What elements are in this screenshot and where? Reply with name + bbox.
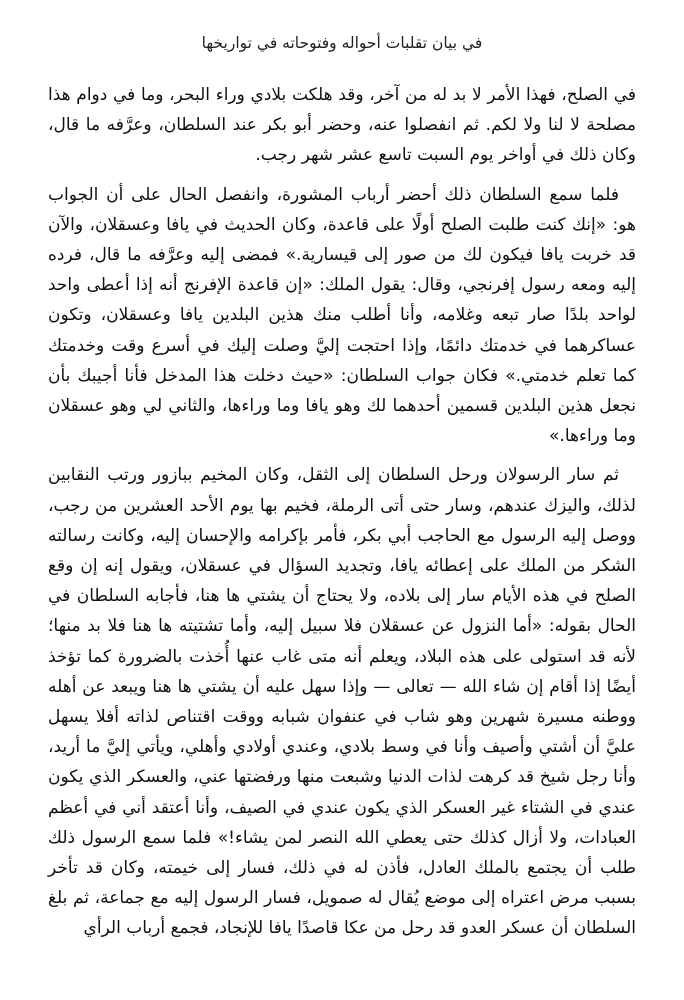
- paragraph: فلما سمع السلطان ذلك أحضر أرباب المشورة، وانفصل الحال على أن الجواب هو: «إنك كنت طلبت الصلح أولًا على قاعدة، وكان الحديث في يافا وعسقلان، والآن قد خربت يافا فيكون لك من صور إلى قيسارية.» فمضى إليه وعرَّفه ما قال، فرده إليه ومعه رسول إفرنجي، وقال: يقول الملك: «إن قاعدة الإفرنج أنه إذا أعطى واحد لواحد بلدًا صار تبعه وغلامه، وأنا أطلب منك هذين البلدين يافا وعسقلان، وتكون عساكرهما في خدمتك دائمًا، وإذا احتجت إليَّ وصلت إليك في أسرع وقت وخدمتك كما تعلم خدمتي.» فكان جواب السلطان: «حيث دخلت هذا المدخل فأنا أجيبك بأن نجعل هذين البلدين قسمين أحدهما لك وهو يافا وما وراءها، والثاني لي وهو عسقلان وما وراءها.»: [48, 184, 636, 447]
- running-header: في بيان تقلبات أحواله وفتوحاته في تواريخها: [201, 34, 483, 52]
- paragraph: في الصلح، فهذا الأمر لا بد له من آخر، وقد هلكت بلادي وراء البحر، وما في دوام هذا مصلحة لا لنا ولا لكم. ثم انفصلوا عنه، وحضر أبو بكر عند السلطان، وعرَّفه ما قال، وكان ذلك في أواخر يوم السبت تاسع عشر شهر رجب.: [48, 85, 636, 166]
- body-text: [48, 80, 636, 944]
- paragraph: ثم سار الرسولان ورحل السلطان إلى الثقل، وكان المخيم ببازور ورتب النقابين لذلك، واليزك عندهم، وسار حتى أتى الرملة، فخيم بها يوم الأحد العشرين من رجب، ووصل إليه الرسول مع الحاجب أبي بكر، فأمر بإكرامه والإحسان إليه، وكانت رسالته الشكر من الملك على إعطائه يافا، وتجديد السؤال في عسقلان، ويقول إنه إن وقع الصلح في هذه الأيام سار إلى بلاده، ولا يحتاج أن يشتي ها هنا، فأجابه السلطان في الحال بقوله: «أما النزول عن عسقلان فلا سبيل إليه، وأما تشتيته ها هنا فلا بد منها؛ لأنه قد استولى على هذه البلاد، ويعلم أنه متى غاب عنها أُخذت بالضرورة كما تؤخذ أيضًا إذا أقام إن شاء الله — تعالى — وإذا سهل عليه أن يشتي ها هنا ويبعد عن أهله ووطنه مسيرة شهرين وهو شاب في عنفوان شبابه ووقت اقتناص لذاته أفلا يسهل عليَّ أن أشتي وأصيف وأنا في وسط بلادي، وعندي أولادي وأهلي، ويأتي إليَّ ما أريد، وأنا رجل شيخ قد كرهت لذات الدنيا وشبعت منها ورفضتها عني، والعسكر الذي يكون عندي في الشتاء غير العسكر الذي يكون عندي في الصيف، وأنا أعتقد أني في أعظم العبادات، ولا أزال كذلك حتى يعطي الله النصر لمن يشاء!» فلما سمع الرسول ذلك طلب أن يجتمع بالملك العادل، فأذن له في ذلك، فسار إلى خيمته، وكان قد تأخر بسبب مرض اعتراه إلى موضع يُقال له صمويل، فسار الرسول إليه مع جماعة، ثم بلغ السلطان أن عسكر العدو قد رحل من عكا قاصدًا يافا للإنجاد، فجمع أرباب الرأي: [48, 465, 636, 939]
